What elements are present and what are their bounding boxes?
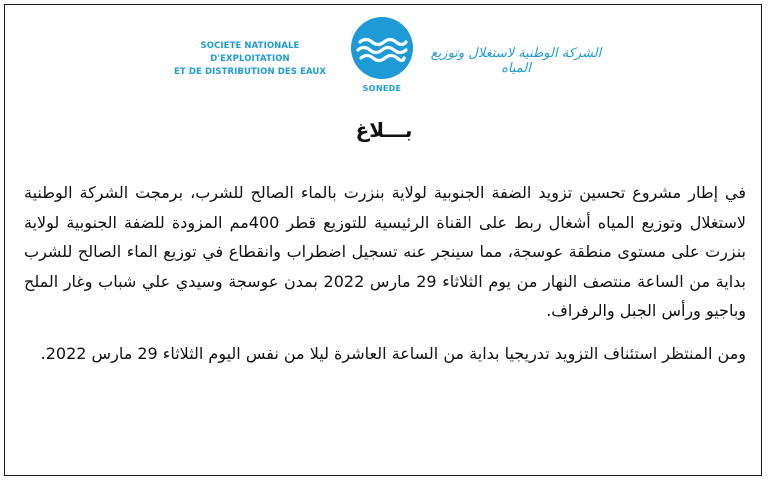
company-name-french <box>160 40 340 79</box>
notice-body <box>24 178 746 381</box>
company-name-french-line2: ET DE DISTRIBUTION DES EAUX <box>173 67 327 77</box>
notice-paragraph-2: ومن المنتظر استئناف التزويد تدريجيا بداية من الساعة العاشرة ليلا من نفس اليوم الثلاثاء 29 مارس 2022. <box>40 343 746 363</box>
notice-title: بـــلاغ <box>355 118 413 142</box>
notice-paragraph-1: في إطار مشروع تحسين تزويد الضفة الجنوبية لولاية بنزرت بالماء الصالح للشرب، برمجت الشركة الوطنية لاستغلال وتوزيع المياه أشغال ربط على القناة الرئيسية للتوزيع قطر 400مم المزودة للضفة الجنوبية لولاية بنزرت على مستوى منطقة عوسجة، مما سينجر عنه تسجيل اضطراب وانقطاع في توزيع الماء الصالح للشرب بداية من الساعة منتصف النهار من يوم الثلاثاء 29 مارس 2022 بمدن عوسجة وسيدي علي شباب وغار الملح وباجيو ورأس الجبل والرفراف. <box>24 183 747 320</box>
company-name-french-line1: SOCIETE NATIONALE D'EXPLOITATION <box>200 41 300 64</box>
water-waves-icon <box>346 12 418 84</box>
sonede-logo <box>346 12 418 98</box>
logo-wordmark: SONEDE <box>362 84 402 93</box>
company-name-arabic: الشركة الوطنية لاستغلال وتوزيع المياه <box>430 46 602 76</box>
letterhead <box>0 10 768 100</box>
